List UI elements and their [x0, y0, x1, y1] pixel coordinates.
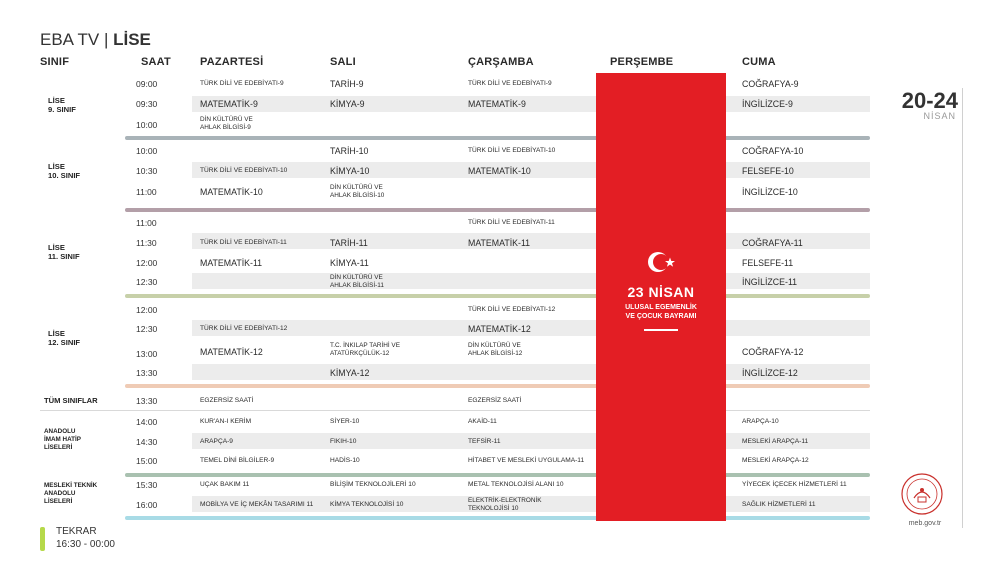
time-slot: 11:00	[136, 218, 157, 228]
lesson-cell: TÜRK DİLİ VE EDEBİYATI-9	[468, 80, 552, 87]
group-label-lise-9: LİSE 9. SINIF	[48, 96, 76, 114]
group-label-imam-hatip: ANADOLU İMAM HATİP LİSELERİ	[44, 428, 81, 451]
lesson-cell: COĞRAFYA-11	[742, 238, 803, 248]
time-slot: 14:30	[136, 437, 158, 447]
section-divider	[125, 384, 870, 388]
lesson-cell: SAĞLIK HİZMETLERİ 11	[742, 501, 816, 508]
lesson-cell: DİN KÜLTÜRÜ VE AHLAK BİLGİSİ-10	[330, 184, 385, 199]
lesson-cell: EGZERSİZ SAATİ	[200, 397, 254, 404]
repeat-time: 16:30 - 00:00	[56, 539, 115, 550]
section-divider	[125, 208, 870, 212]
lesson-cell: UÇAK BAKIM 11	[200, 481, 250, 488]
time-slot: 13:30	[136, 368, 158, 378]
group-label-all-classes: TÜM SINIFLAR	[44, 396, 98, 405]
lesson-cell: KİMYA-10	[330, 166, 370, 176]
lesson-cell: FIKIH-10	[330, 438, 357, 445]
lesson-cell: KİMYA-11	[330, 258, 369, 268]
lesson-cell: ARAPÇA-10	[742, 418, 779, 425]
lesson-cell: TEMEL DİNİ BİLGİLER-9	[200, 457, 275, 464]
lesson-cell: DİN KÜLTÜRÜ VE AHLAK BİLGİSİ-12	[468, 342, 523, 357]
col-header-thursday: PERŞEMBE	[610, 56, 674, 68]
lesson-cell: TARİH-10	[330, 146, 369, 156]
time-slot: 12:00	[136, 305, 158, 315]
lesson-cell: DİN KÜLTÜRÜ VE AHLAK BİLGİSİ-9	[200, 116, 253, 131]
lesson-cell: TÜRK DİLİ VE EDEBİYATI-12	[468, 306, 556, 313]
lesson-cell: TÜRK DİLİ VE EDEBİYATI-10	[200, 167, 288, 174]
lesson-cell: HADİS-10	[330, 457, 360, 464]
group-label-vocational: MESLEKİ TEKNİK ANADOLU LİSELERİ	[44, 482, 98, 505]
lesson-cell: FELSEFE-11	[742, 258, 794, 268]
lesson-cell: MATEMATİK-9	[200, 99, 258, 109]
lesson-cell: MATEMATİK-9	[468, 99, 526, 109]
lesson-cell: TÜRK DİLİ VE EDEBİYATI-10	[468, 147, 556, 154]
lesson-cell: AKAİD-11	[468, 418, 497, 425]
time-slot: 09:30	[136, 99, 158, 109]
lesson-cell: T.C. İNKILAP TARİHİ VE ATATÜRKÇÜLÜK-12	[330, 342, 400, 357]
lesson-cell: TARİH-11	[330, 238, 368, 248]
lesson-cell: MATEMATİK-11	[200, 258, 263, 268]
lesson-cell: TEFSİR-11	[468, 438, 501, 445]
time-slot: 11:00	[136, 187, 157, 197]
time-slot: 13:30	[136, 396, 158, 406]
lesson-cell: BİLİŞİM TEKNOLOJİLERİ 10	[330, 481, 416, 488]
time-slot: 10:30	[136, 166, 158, 176]
lesson-cell: DİN KÜLTÜRÜ VE AHLAK BİLGİSİ-11	[330, 274, 384, 289]
lesson-cell: TÜRK DİLİ VE EDEBİYATI-12	[200, 325, 288, 332]
lesson-cell: SİYER-10	[330, 418, 360, 425]
lesson-cell: İNGİLİZCE-11	[742, 277, 798, 287]
time-slot: 12:30	[136, 324, 158, 334]
lesson-cell: KİMYA-9	[330, 99, 365, 109]
group-label-lise-12: LİSE 12. SINIF	[48, 329, 81, 347]
section-divider-thin	[40, 410, 870, 411]
lesson-cell: İNGİLİZCE-10	[742, 187, 798, 197]
holiday-line2: VE ÇOCUK BAYRAMI	[625, 313, 697, 320]
holiday-line1: ULUSAL EGEMENLİK	[625, 304, 697, 311]
lesson-cell: METAL TEKNOLOJİSİ ALANI 10	[468, 481, 564, 488]
time-slot: 12:00	[136, 258, 158, 268]
lesson-cell: İNGİLİZCE-9	[742, 99, 793, 109]
lesson-cell: KİMYA-12	[330, 368, 370, 378]
week-dates: 20-24	[901, 88, 958, 113]
lesson-cell: COĞRAFYA-12	[742, 347, 804, 357]
lesson-cell: TÜRK DİLİ VE EDEBİYATI-11	[200, 239, 287, 246]
time-slot: 09:00	[136, 79, 158, 89]
time-slot: 12:30	[136, 277, 158, 287]
time-slot: 15:00	[136, 456, 158, 466]
holiday-underline	[644, 329, 678, 331]
section-divider	[125, 136, 870, 140]
lesson-cell: MATEMATİK-12	[468, 324, 531, 334]
lesson-cell: TÜRK DİLİ VE EDEBİYATI-9	[200, 80, 284, 87]
lesson-cell: TÜRK DİLİ VE EDEBİYATI-11	[468, 219, 555, 226]
col-header-friday: CUMA	[742, 56, 776, 68]
page-title: EBA TV | LİSE	[40, 30, 151, 49]
lesson-cell: COĞRAFYA-10	[742, 146, 804, 156]
holiday-title: 23 NİSAN	[627, 284, 695, 300]
lesson-cell: HİTABET VE MESLEKİ UYGULAMA-11	[468, 457, 585, 464]
lesson-cell: İNGİLİZCE-12	[742, 368, 798, 378]
section-divider	[125, 473, 870, 477]
col-header-time: SAAT	[141, 56, 171, 68]
group-label-lise-11: LİSE 11. SINIF	[48, 243, 80, 261]
time-slot: 16:00	[136, 500, 158, 510]
time-slot: 14:00	[136, 417, 158, 427]
lesson-cell: MOBİLYA VE İÇ MEKÂN TASARIMI 11	[200, 501, 314, 508]
lesson-cell: TARİH-9	[330, 79, 364, 89]
time-slot: 10:00	[136, 120, 158, 130]
lesson-cell: MESLEKİ ARAPÇA-11	[742, 438, 809, 445]
col-header-class: SINIF	[40, 56, 70, 68]
table-row-stripe	[192, 320, 870, 336]
lesson-cell: MESLEKİ ARAPÇA-12	[742, 457, 809, 464]
lesson-cell: KUR'AN-I KERİM	[200, 418, 252, 425]
website-label: meb.gov.tr	[908, 520, 942, 527]
lesson-cell: EGZERSİZ SAATİ	[468, 397, 522, 404]
lesson-cell: MATEMATİK-12	[200, 347, 263, 357]
lesson-cell: KİMYA TEKNOLOJİSİ 10	[330, 501, 404, 508]
repeat-indicator	[40, 527, 45, 551]
section-divider	[125, 294, 870, 298]
time-slot: 13:00	[136, 349, 158, 359]
crescent-star-icon	[636, 247, 686, 277]
section-divider	[125, 516, 870, 520]
lesson-cell: MATEMATİK-10	[468, 166, 531, 176]
time-slot: 11:30	[136, 238, 157, 248]
group-label-lise-10: LİSE 10. SINIF	[48, 162, 81, 180]
right-divider	[962, 88, 963, 528]
week-month: NİSAN	[923, 111, 956, 121]
lesson-cell: MATEMATİK-10	[200, 187, 263, 197]
col-header-monday: PAZARTESİ	[200, 56, 264, 68]
repeat-info	[56, 525, 115, 551]
time-slot: 15:30	[136, 480, 158, 490]
lesson-cell: FELSEFE-10	[742, 166, 794, 176]
lesson-cell: COĞRAFYA-9	[742, 79, 799, 89]
time-slot: 10:00	[136, 146, 158, 156]
repeat-label: TEKRAR	[56, 526, 97, 537]
meb-logo-icon	[900, 472, 944, 516]
holiday-text	[596, 284, 726, 331]
col-header-tuesday: SALI	[330, 56, 356, 68]
lesson-cell: ARAPÇA-9	[200, 438, 233, 445]
col-header-wednesday: ÇARŞAMBA	[468, 56, 534, 68]
lesson-cell: YİYECEK İÇECEK HİZMETLERİ 11	[742, 481, 847, 488]
lesson-cell: MATEMATİK-11	[468, 238, 531, 248]
lesson-cell: ELEKTRİK-ELEKTRONİK TEKNOLOJİSİ 10	[468, 497, 542, 512]
